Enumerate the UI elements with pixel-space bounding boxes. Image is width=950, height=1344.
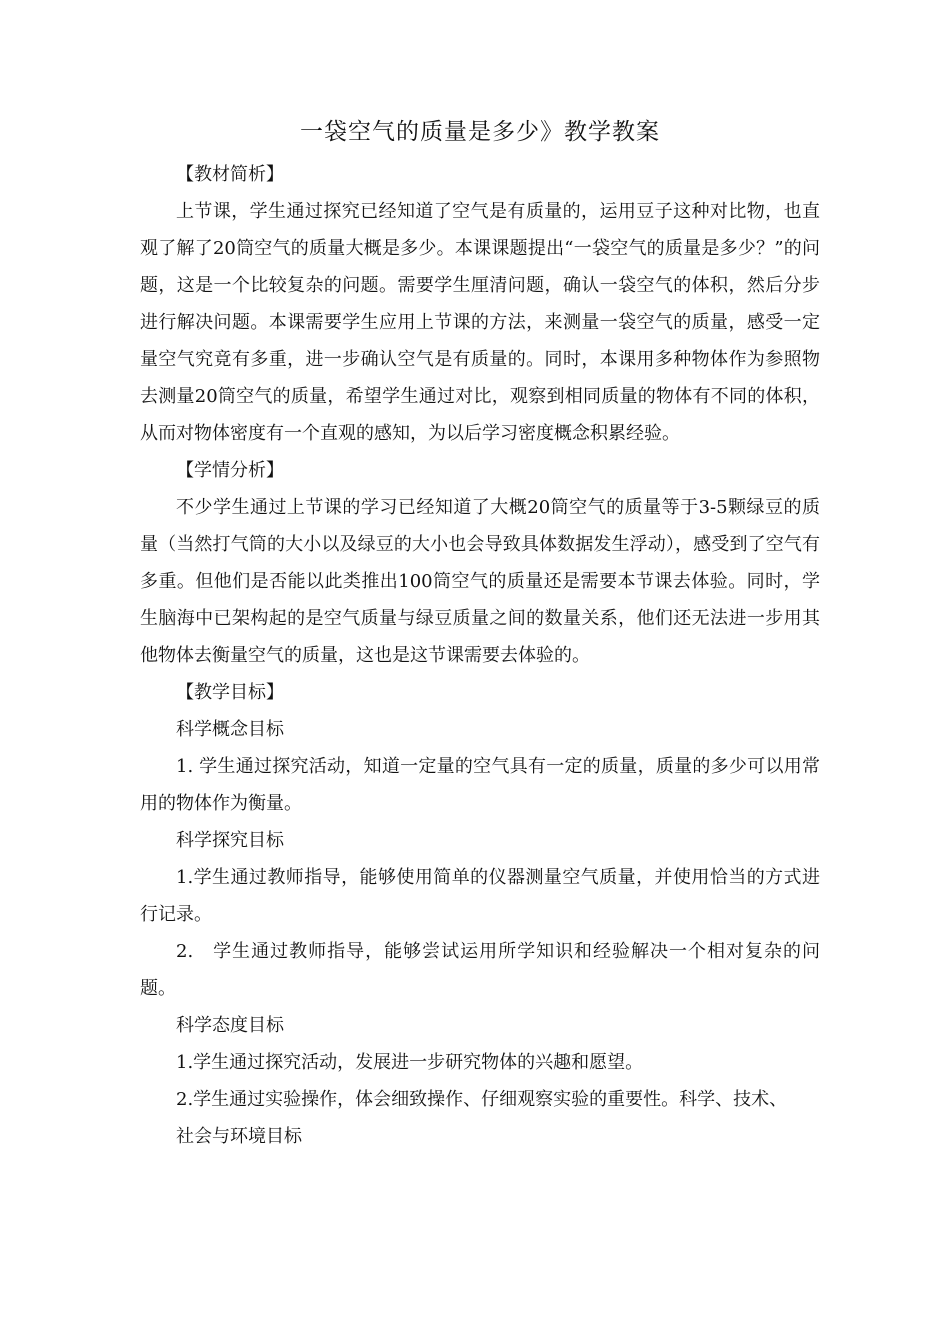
section-heading-learner: 【学情分析】 (176, 460, 284, 481)
goal-label-attitude: 科学态度目标 (176, 1015, 284, 1036)
goal-inquiry-item-1: 1.学生通过教师指导，能够使用简单的仪器测量空气质量，并使用恰当的方式进行记录。 (140, 867, 820, 925)
goal-attitude-item-2: 2.学生通过实验操作，体会细致操作、仔细观察实验的重要性。科学、技术、 (176, 1089, 788, 1110)
document-title: 一袋空气的质量是多少》教学教案 (300, 119, 660, 145)
paragraph-textbook: 上节课，学生通过探究已经知道了空气是有质量的，运用豆子这种对比物，也直观了解了20筒空气的质量大概是多少。本课课题提出“一袋空气的质量是多少？”的问题，这是一个比较复杂的问题。需要学生厘清问题，确认一袋空气的体积，然后分步进行解决问题。本课需要学生应用上节课的方法，来测量一袋空气的质量，感受一定量空气究竟有多重，进一步确认空气是有质量的。同时，本课用多种物体作为参照物去测量20筒空气的质量，希望学生通过对比，观察到相同质量的物体有不同的体积，从而对物体密度有一个直观的感知，为以后学习密度概念积累经验。 (140, 201, 820, 444)
document-page (140, 112, 820, 1155)
section-heading-textbook: 【教材简析】 (176, 164, 284, 185)
paragraph-learner: 不少学生通过上节课的学习已经知道了大概20筒空气的质量等于3-5颗绿豆的质量（当然打气筒的大小以及绿豆的大小也会导致具体数据发生浮动），感受到了空气有多重。但他们是否能以此类推出100筒空气的质量还是需要本节课去体验。同时，学生脑海中已架构起的是空气质量与绿豆质量之间的数量关系，他们还无法进一步用其他物体去衡量空气的质量，这也是这节课需要去体验的。 (140, 497, 820, 666)
goal-attitude-item-1: 1.学生通过探究活动，发展进一步研究物体的兴趣和愿望。 (176, 1052, 644, 1073)
goal-label-inquiry: 科学探究目标 (176, 830, 284, 851)
goal-label-society: 社会与环境目标 (176, 1126, 302, 1147)
goal-concept-item-1: 1. 学生通过探究活动，知道一定量的空气具有一定的质量，质量的多少可以用常用的物体作为衡量。 (140, 756, 820, 814)
goal-label-concept: 科学概念目标 (176, 719, 284, 740)
goal-inquiry-item-2: 2. 学生通过教师指导，能够尝试运用所学知识和经验解决一个相对复杂的问题。 (140, 941, 820, 999)
section-heading-goals: 【教学目标】 (176, 682, 284, 703)
